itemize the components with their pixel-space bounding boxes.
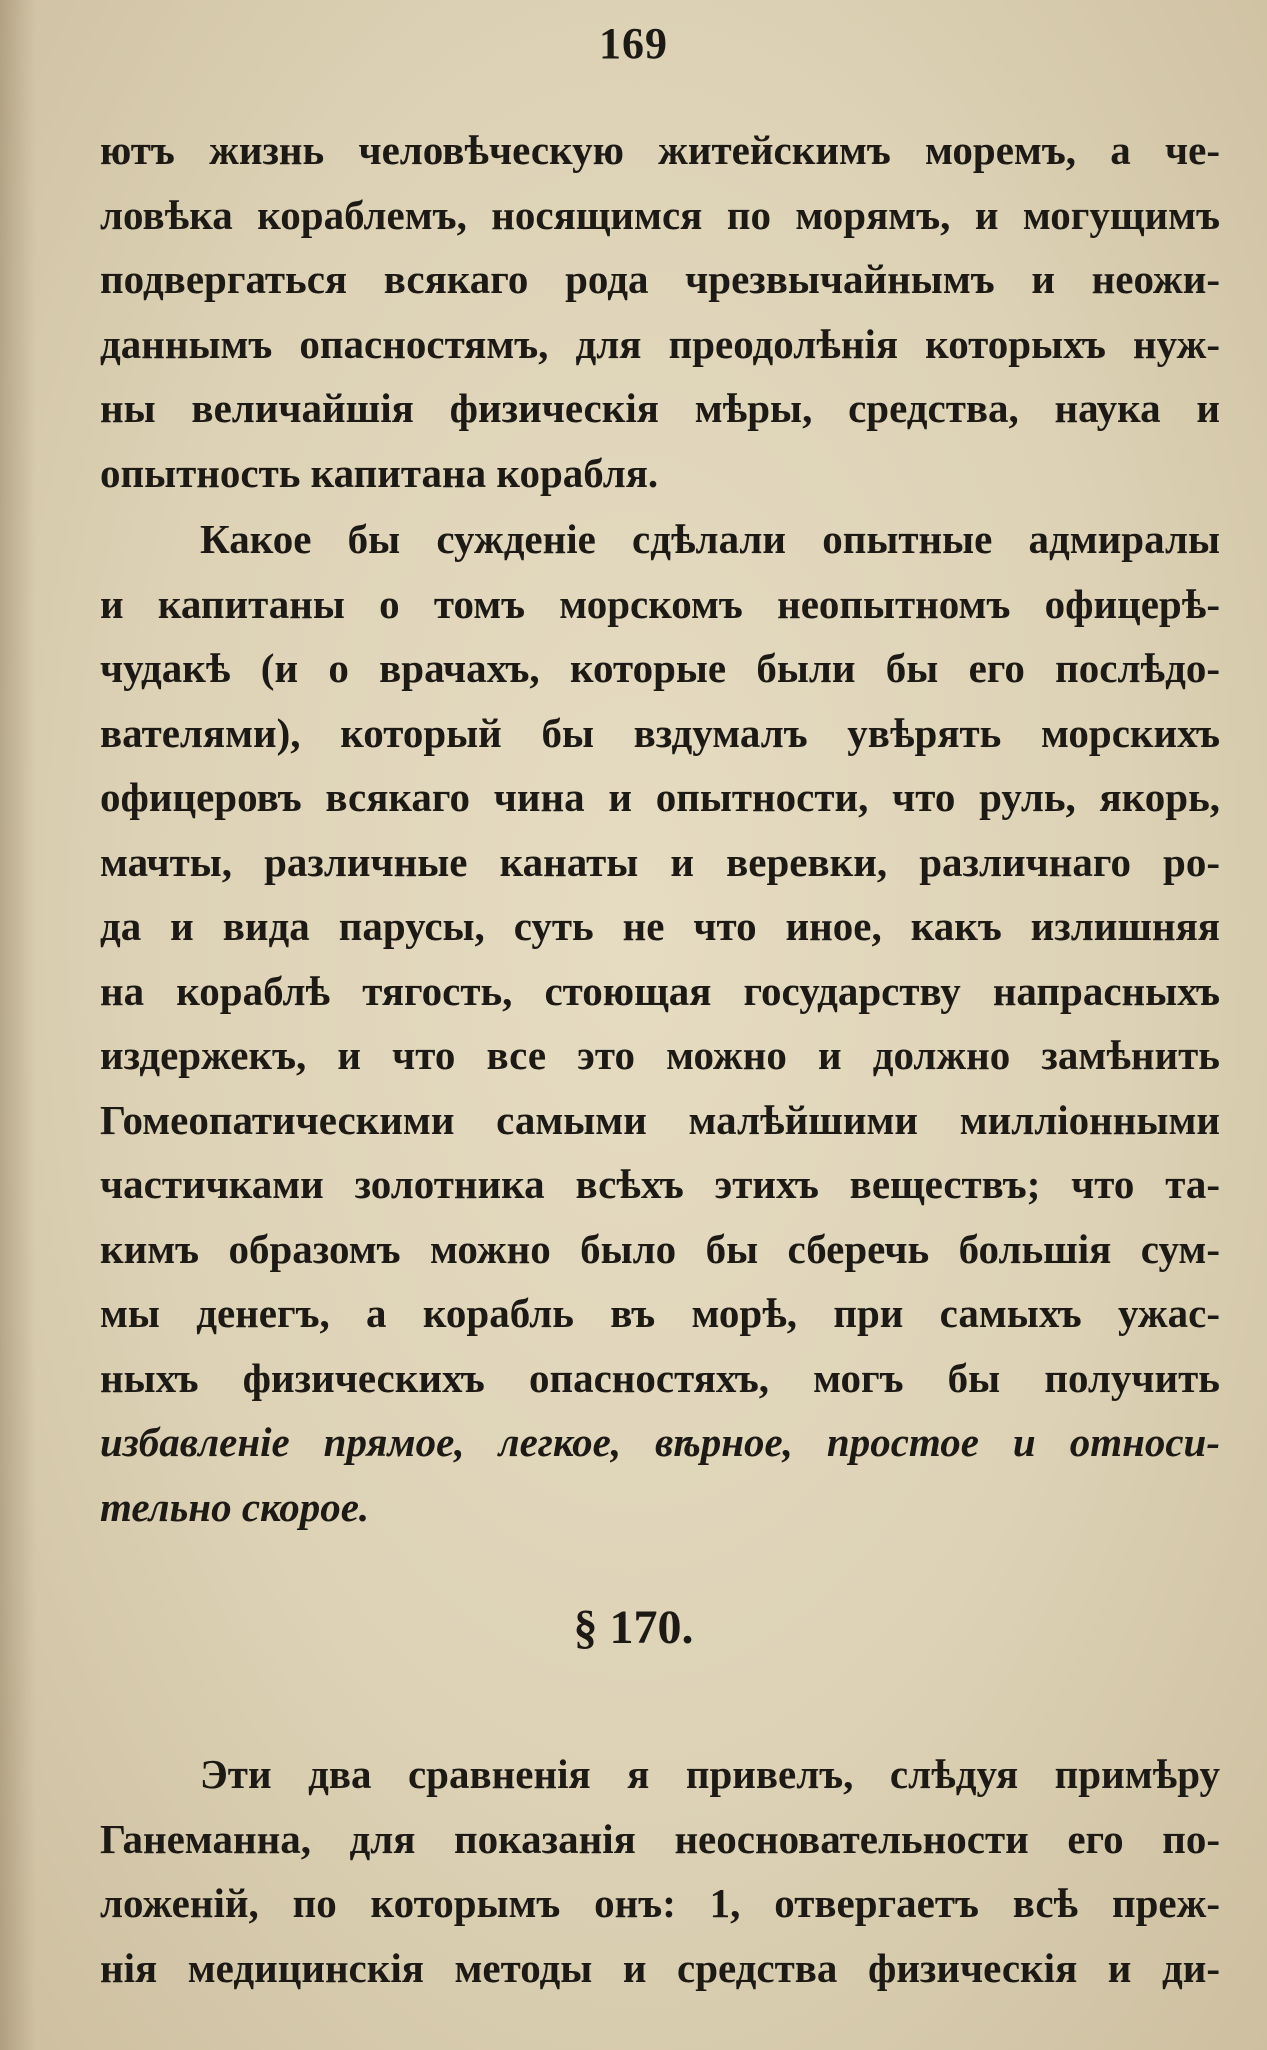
text-line: ныхъ физическихъ опасностяхъ, могъ бы получить — [100, 1354, 1220, 1401]
text-line: Какое бы сужденіе сдѣлали опытные адмиралы — [200, 516, 1220, 562]
text-line: и капитаны о томъ морскомъ неопытномъ офицерѣ- — [100, 580, 1220, 627]
text-line: вателями), который бы вздумалъ увѣрять морскихъ — [100, 709, 1220, 756]
section-heading: § 170. — [573, 1601, 694, 1654]
text-line: кимъ образомъ можно было бы сберечь большія сум- — [100, 1225, 1220, 1272]
text-line: издержекъ, и что все это можно и должно замѣнить — [100, 1032, 1220, 1078]
text-line: подвергаться всякаго рода чрезвычайнымъ и неожи- — [100, 256, 1220, 302]
text-line: мы денегъ, а корабль въ морѣ, при самыхъ ужас- — [100, 1290, 1220, 1336]
paragraph-admirals — [100, 507, 1220, 1539]
text-line: ютъ жизнь человѣческую житейскимъ моремъ, а че- — [100, 127, 1220, 173]
text-line: мачты, различные канаты и веревки, различнаго ро- — [100, 838, 1220, 885]
text-line: офицеровъ всякаго чина и опытности, что руль, якорь, — [100, 774, 1220, 820]
text-line: чудакѣ (и о врачахъ, которые были бы его послѣдо- — [100, 645, 1220, 691]
text-line: ловѣка кораблемъ, носящимся по морямъ, и могущимъ — [100, 191, 1220, 238]
italic-text-line: тельно скорое. — [100, 1483, 370, 1530]
italic-text-line: избавленіе прямое, легкое, вѣрное, простое и относи- — [100, 1419, 1220, 1465]
text-line: даннымъ опасностямъ, для преодолѣнія которыхъ нуж- — [100, 320, 1220, 367]
text-line: Гомеопатическими самыми малѣйшими милліонными — [100, 1096, 1220, 1143]
text-line: частичками золотника всѣхъ этихъ веществъ; что та- — [100, 1161, 1220, 1207]
text-line: на кораблѣ тягость, стоющая государству напрасныхъ — [100, 967, 1220, 1014]
text-line: опытность капитана корабля. — [100, 449, 659, 496]
paragraph-section-170 — [100, 1742, 1220, 2000]
text-line: ны величайшія физическія мѣры, средства, наука и — [100, 385, 1220, 431]
text-line: Эти два сравненія я привелъ, слѣдуя примѣру — [200, 1751, 1220, 1797]
text-line: Ганеманна, для показанія неосновательности его по- — [100, 1815, 1220, 1862]
paragraph-continuation — [100, 118, 1220, 505]
text-line: да и вида парусы, суть не что иное, какъ излишняя — [100, 903, 1220, 949]
text-line: ложеній, по которымъ онъ: 1, отвергаетъ всѣ преж- — [100, 1880, 1220, 1926]
page-number: 169 — [599, 19, 668, 68]
page-gutter-shadow — [0, 0, 36, 2050]
text-line: нія медицинскія методы и средства физическія и ди- — [100, 1944, 1220, 1991]
